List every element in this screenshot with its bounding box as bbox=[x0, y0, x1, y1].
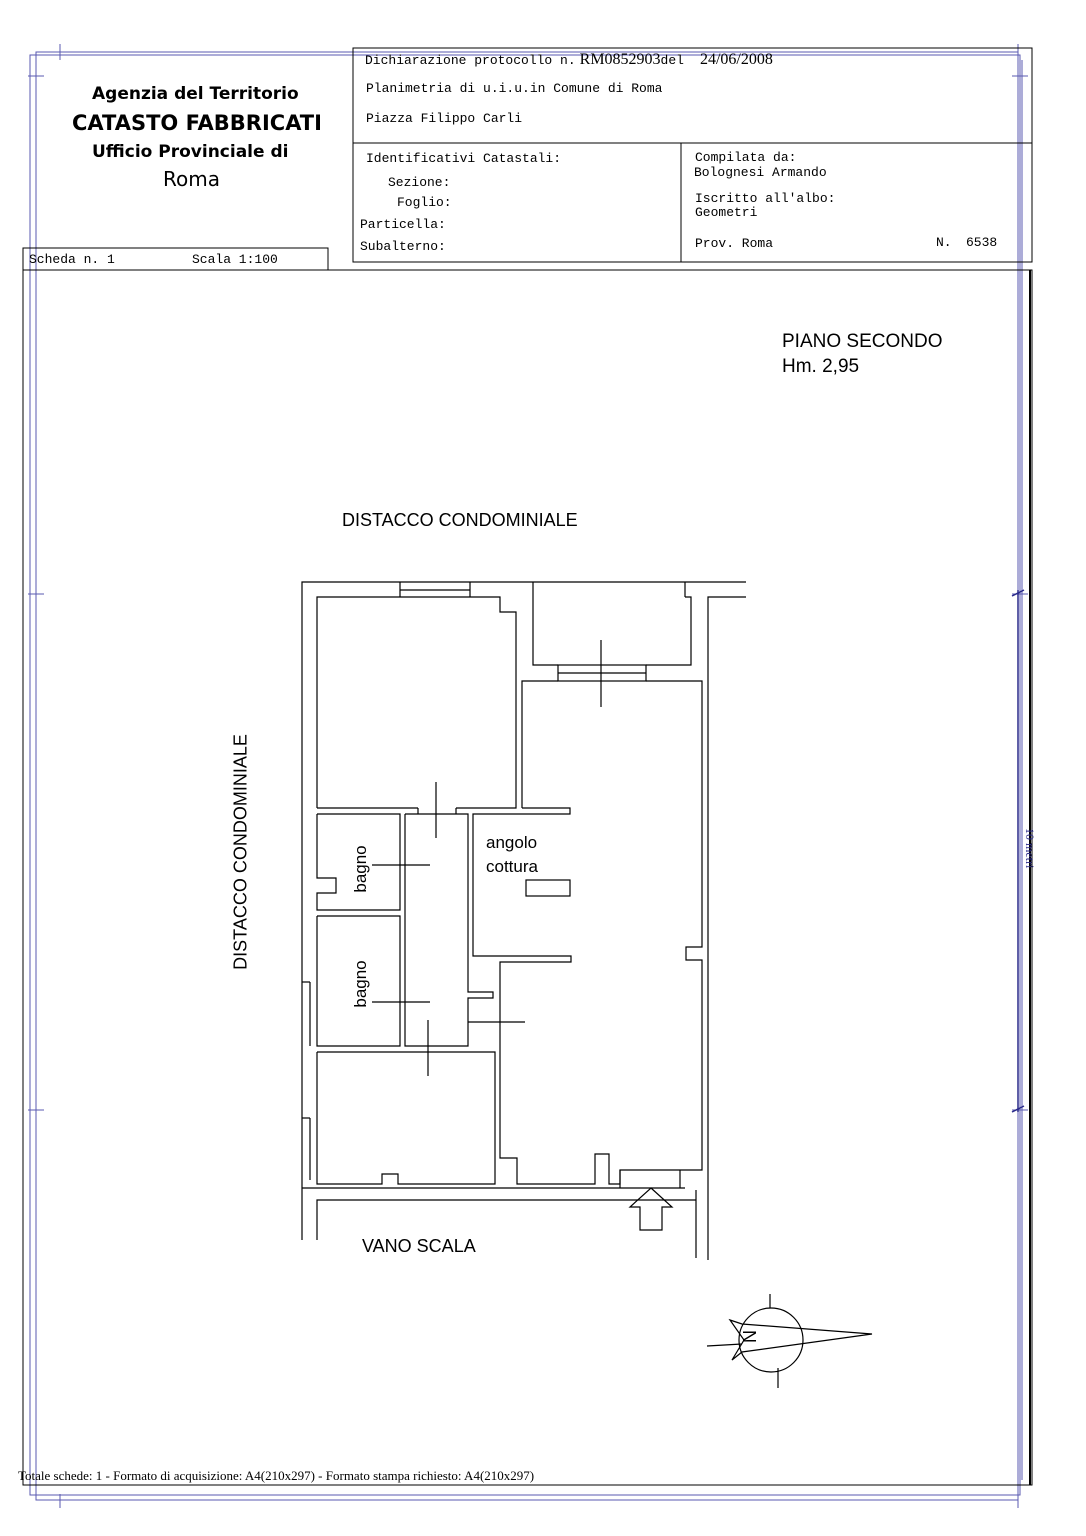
identifiers-title: Identificativi Catastali: bbox=[366, 151, 562, 166]
compiled-by-label: Compilata da: bbox=[695, 150, 797, 165]
scale-bar-label: 10 metri bbox=[1023, 828, 1037, 869]
del-label: del bbox=[660, 53, 684, 68]
scale-label: Scala 1:100 bbox=[192, 252, 278, 267]
compass-letter: N bbox=[740, 1330, 760, 1343]
kitchen-label-line2: cottura bbox=[486, 857, 538, 876]
number-label: N. bbox=[936, 235, 952, 250]
particella-label: Particella: bbox=[360, 217, 446, 232]
floor-title: PIANO SECONDO bbox=[782, 331, 943, 352]
planimetry-line: Planimetria di u.i.u.in Comune di Roma bbox=[366, 81, 663, 96]
office-label: Ufficio Provinciale di bbox=[92, 142, 289, 162]
kitchen-label-line1: angolo bbox=[486, 833, 538, 852]
registered-label: Iscritto all'albo: bbox=[695, 191, 836, 206]
floor-height: Hm. 2,95 bbox=[782, 356, 860, 377]
declaration-label: Dichiarazione protocollo n. bbox=[365, 53, 576, 68]
sezione-label: Sezione: bbox=[388, 175, 451, 190]
agency-name: Agenzia del Territorio bbox=[92, 84, 299, 104]
stairwell-label: VANO SCALA bbox=[362, 1236, 476, 1256]
catasto-title: CATASTO FABBRICATI bbox=[72, 111, 322, 135]
office-city: Roma bbox=[163, 167, 220, 191]
left-boundary-label: DISTACCO CONDOMINIALE bbox=[230, 734, 251, 970]
bathroom-label-1: bagno bbox=[351, 845, 370, 893]
subalterno-label: Subalterno: bbox=[360, 239, 446, 254]
compiled-by-name: Bolognesi Armando bbox=[694, 165, 827, 180]
registered-value: Geometri bbox=[695, 205, 758, 220]
protocol-number: RM0852903 bbox=[579, 51, 661, 68]
address: Piazza Filippo Carli bbox=[366, 111, 523, 126]
bathroom-label-2: bagno bbox=[351, 960, 370, 1008]
footer-note: Totale schede: 1 - Formato di acquisizione: A4(210x297) - Formato stampa richiesto: A4(210x297) bbox=[18, 1468, 535, 1483]
province-label: Prov. Roma bbox=[695, 236, 774, 251]
declaration-date: 24/06/2008 bbox=[699, 51, 773, 68]
number-value: 6538 bbox=[966, 235, 998, 250]
sheet-label: Scheda n. 1 bbox=[29, 252, 115, 267]
foglio-label: Foglio: bbox=[397, 195, 452, 210]
top-boundary-label: DISTACCO CONDOMINIALE bbox=[342, 510, 578, 530]
